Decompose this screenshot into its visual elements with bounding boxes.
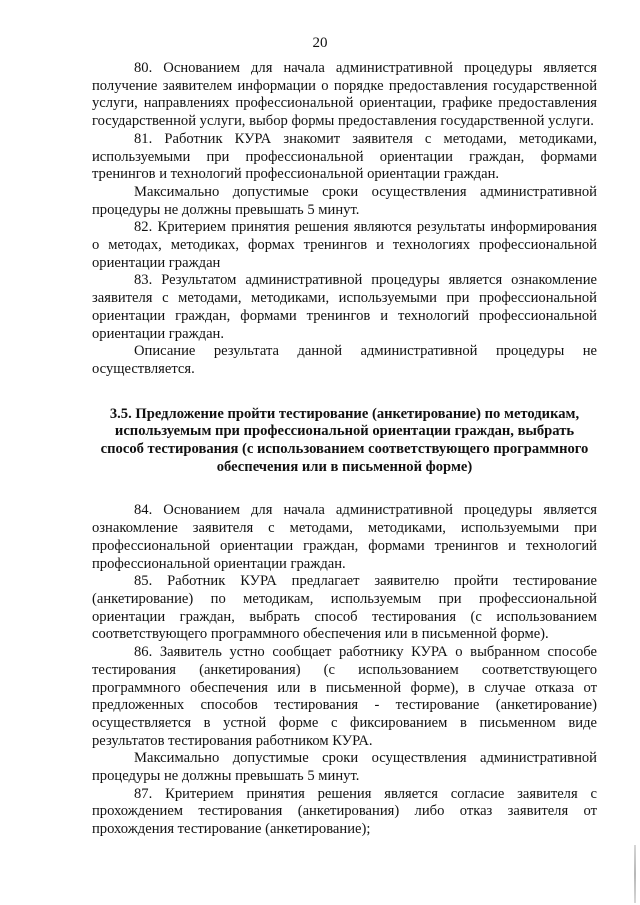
paragraph-85: 85. Работник КУРА предлагает заявителю пройти тестирование (анкетирование) по методикам, используемым при профессиональной ориентации граждан, выбрать способ тестирования (с использованием соответствующего программного обеспечения или в письменной форме). [92,573,597,643]
scan-edge-mark [634,845,636,903]
paragraph-84: 84. Основанием для начала административной процедуры является ознакомление заявителя с методами, методиками, используемыми при профессиональной ориентации граждан, формами тренингов и технологий профессиональной ориентации граждан. [92,502,597,572]
paragraph-result-description: Описание результата данной административной процедуры не осуществляется. [92,343,597,377]
paragraph-80: 80. Основанием для начала административной процедуры является получение заявителем информации о порядке предоставления государственной услуги, направлениях профессиональной ориентации, графике предоставления государственной услуги, выбор формы предоставления государственной услуги. [92,60,597,130]
paragraph-82: 82. Критерием принятия решения являются результаты информирования о методах, методиках, формах тренингов и технологиях профессиональной ориентации граждан [92,219,597,271]
paragraph-81: 81. Работник КУРА знакомит заявителя с методами, методиками, используемыми при профессиональной ориентации граждан, формами тренингов и технологий профессиональной ориентации граждан. [92,130,597,183]
page-number: 20 [312,35,328,51]
paragraph-time-limit-2: Максимально допустимые сроки осуществления административной процедуры не должны превышать 5 минут. [92,750,597,785]
document-body [92,60,597,839]
paragraph-86: 86. Заявитель устно сообщает работнику КУРА о выбранном способе тестирования (анкетирования) (с использованием соответствующего программного обеспечения или в письменной форме), в случае отказа от предложенных способов тестирования - тестирование (анкетирование) осуществляется в устной форме с фиксированием в письменном виде результатов тестирования работником КУРА. [92,644,597,749]
paragraph-83: 83. Результатом административной процедуры является ознакомление заявителя с методами, методиками, используемыми при профессиональной ориентации граждан, формами тренингов и технологий профессиональной ориентации граждан. [92,272,597,342]
paragraph-time-limit-1: Максимально допустимые сроки осуществления административной процедуры не должны превышать 5 минут. [92,183,597,218]
section-heading: 3.5. Предложение пройти тестирование (анкетирование) по методикам, используемым при профессиональной ориентации граждан, выбрать способ тестирования (с использованием соответствующего программного обеспечения или в письменной форме) [100,405,589,475]
paragraph-87: 87. Критерием принятия решения является согласие заявителя с прохождением тестирования (анкетирования) либо отказ заявителя от прохождения тестирование (анкетирование); [92,785,597,838]
